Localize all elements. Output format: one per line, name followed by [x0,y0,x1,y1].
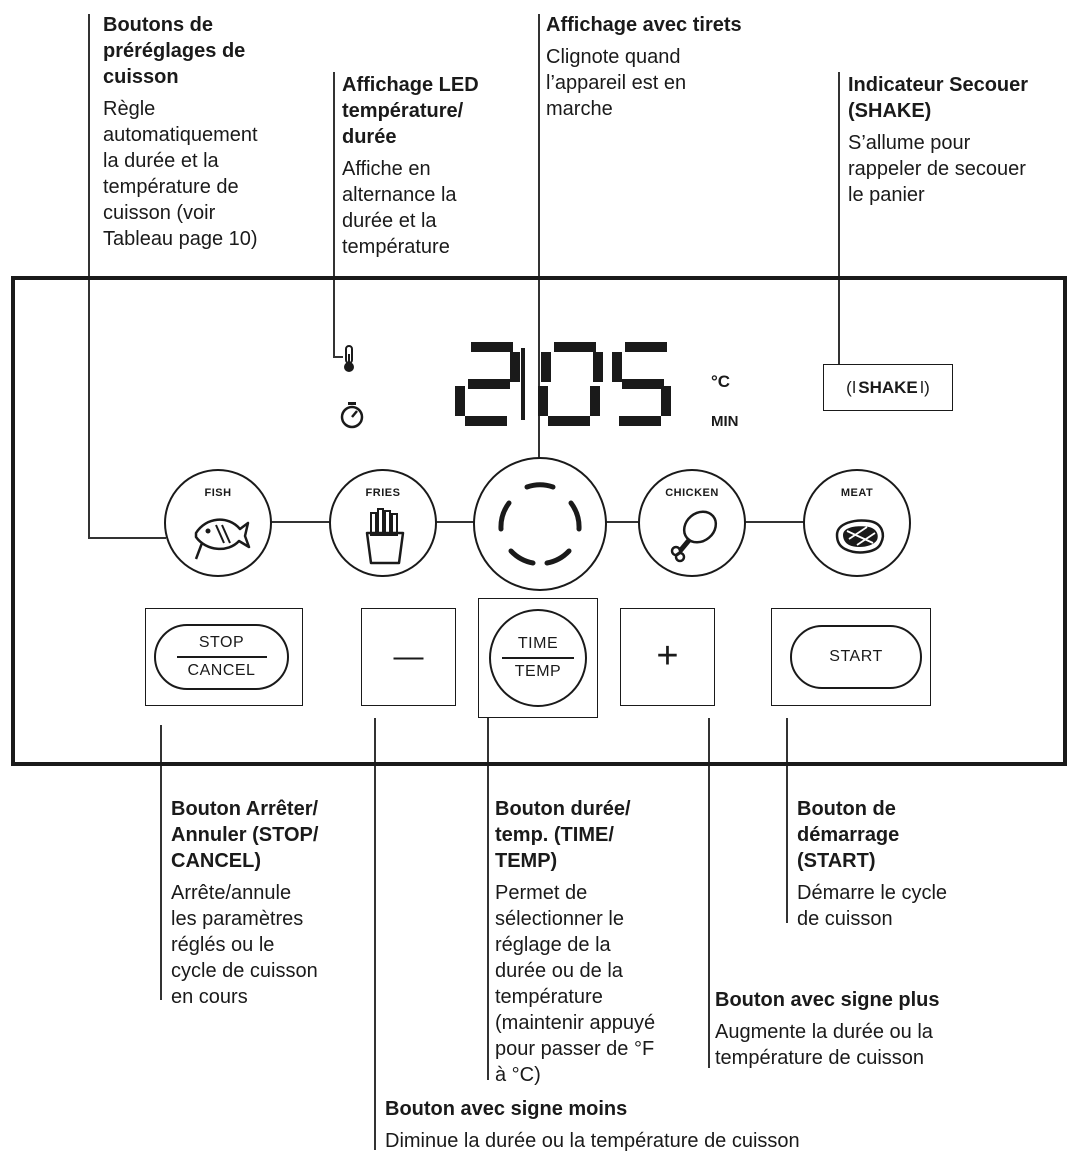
start-button[interactable] [790,625,922,689]
callout-minus-desc: Diminue la durée ou la température de cuisson [385,1130,800,1152]
callout-stop [171,796,371,1010]
preset-fish-label: FISH [204,487,232,499]
led-display [455,342,685,432]
callout-presets-desc: Règle automatiquement la durée et la température de cuisson (voir Tableau page 10) [103,98,258,250]
led-digits [455,342,685,432]
preset-fries-button[interactable] [329,469,437,577]
led-digit-1-segment-f [541,352,551,382]
callout-start-title: Bouton de démarrage (START) [797,798,900,872]
preset-fries-label: FRIES [365,487,401,499]
temp-label: TEMP [514,662,562,680]
fish-icon [188,503,252,567]
time-label: TIME [517,635,559,653]
led-digit-2-segment-f [612,352,622,382]
dash-ring-display [473,457,607,591]
callout-start [797,796,1017,932]
leader-minus [374,718,376,1150]
time-temp-button[interactable] [489,609,587,707]
callout-dashes [546,12,816,122]
shake-wave-right-icon: ǀ) [919,377,930,397]
leader-timetemp [487,718,489,1080]
unit-minutes: MIN [711,413,739,430]
steak-icon [827,503,891,567]
callout-timetemp [495,796,705,1088]
led-digit-2-segment-c [661,386,671,416]
minus-icon: — [393,640,424,673]
chicken-leg-icon [662,503,726,567]
stopwatch-icon [338,400,366,430]
led-separator [521,348,525,420]
stop-cancel-divider [177,656,267,658]
callout-start-desc: Démarre le cycle de cuisson [797,882,948,930]
callout-plus [715,987,1015,1071]
callout-shake [848,72,1073,208]
cancel-label: CANCEL [187,661,256,679]
callout-presets-title: Boutons de préréglages de cuisson [103,14,246,88]
callout-timetemp-title: Bouton durée/ temp. (TIME/ TEMP) [495,798,631,872]
led-digit-2-segment-a [625,342,667,352]
leader-plus [708,718,710,1068]
stop-cancel-button[interactable] [154,624,289,690]
leader-stop [160,725,162,1000]
shake-wave-left-icon: (ǀ [846,377,857,397]
preset-meat-label: MEAT [840,487,874,499]
callout-led-desc: Affiche en alternance la durée et la température [342,158,457,258]
callout-plus-title: Bouton avec signe plus [715,989,940,1011]
preset-fish-button[interactable] [164,469,272,577]
led-digit-1-segment-e [538,386,548,416]
callout-led-title: Affichage LED température/ durée [342,74,479,148]
time-temp-divider [502,657,574,659]
led-digit-0-segment-e [455,386,465,416]
preset-meat-button[interactable] [803,469,911,577]
start-label: START [829,648,883,665]
led-digit-1-segment-b [593,352,603,382]
led-digit-0-segment-b [510,352,520,382]
callout-dashes-title: Affichage avec tirets [546,14,742,36]
callout-led [342,72,532,260]
dash-ring-icon [489,473,591,575]
plus-icon: + [656,635,679,677]
callout-stop-title: Bouton Arrêter/ Annuler (STOP/ CANCEL) [171,798,319,872]
thermometer-icon [340,344,358,374]
led-digit-0-segment-g [468,379,510,389]
led-digit-2-segment-d [619,416,661,426]
fries-icon [353,503,417,567]
plus-button[interactable] [620,608,715,706]
callout-shake-desc: S’allume pour rappeler de secouer le panier [848,132,1026,206]
shake-label: SHAKE [858,377,918,397]
led-digit-1-segment-a [554,342,596,352]
callout-presets [103,12,313,252]
callout-stop-desc: Arrête/annule les paramètres réglés ou le cycle de cuisson en cours [171,882,318,1008]
led-digit-0-segment-d [465,416,507,426]
minus-button[interactable] [361,608,456,706]
callout-shake-title: Indicateur Secouer (SHAKE) [848,74,1029,122]
callout-plus-desc: Augmente la durée ou la température de cuisson [715,1021,933,1069]
unit-celsius: °C [711,372,731,391]
callout-dashes-desc: Clignote quand l’appareil est en marche [546,46,687,120]
callout-minus-title: Bouton avec signe moins [385,1098,628,1120]
led-digit-0-segment-a [471,342,513,352]
led-digit-1-segment-c [590,386,600,416]
callout-timetemp-desc: Permet de sélectionner le réglage de la durée ou de la température (maintenir appuyé pour passer de °F à °C) [495,882,656,1086]
led-digit-2-segment-g [622,379,664,389]
preset-chicken-label: CHICKEN [665,487,719,499]
callout-minus [385,1096,945,1154]
stop-label: STOP [198,634,245,652]
shake-indicator [823,364,953,411]
led-digit-1-segment-d [548,416,590,426]
preset-chicken-button[interactable] [638,469,746,577]
